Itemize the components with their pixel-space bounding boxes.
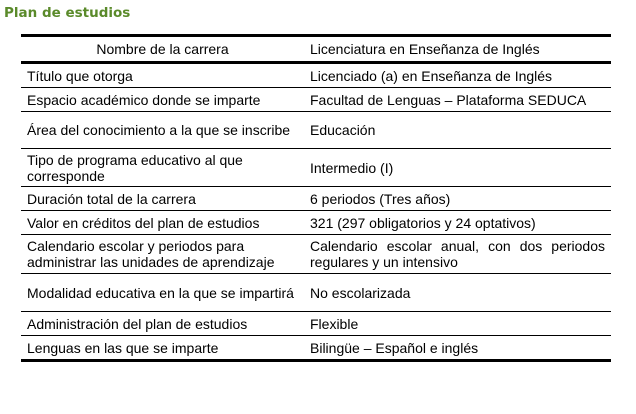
row-label: Modalidad educativa en la que se impartirá <box>27 284 294 301</box>
row-label: Tipo de programa educativo al que corresponde <box>27 151 243 184</box>
row-value: 6 periodos (Tres años) <box>310 190 451 207</box>
row-label: Título que otorga <box>27 67 133 84</box>
row-label: Valor en créditos del plan de estudios <box>27 214 260 231</box>
section-title: Plan de estudios <box>4 5 131 21</box>
row-label: Administración del plan de estudios <box>27 315 248 332</box>
row-label: Lenguas en las que se imparte <box>27 339 219 356</box>
row-value: Intermedio (I) <box>310 159 394 176</box>
table-row <box>21 336 611 361</box>
table-row <box>21 274 611 312</box>
row-value: Facultad de Lenguas – Plataforma SEDUCA <box>310 91 587 108</box>
row-label: Calendario escolar y periodos para administrar las unidades de aprendizaje <box>27 238 275 270</box>
row-label: Área del conocimiento a la que se inscribe <box>27 122 291 138</box>
row-value: Educación <box>310 122 376 138</box>
table-row <box>21 112 611 149</box>
table-row <box>21 211 611 235</box>
row-value: No escolarizada <box>310 284 411 301</box>
table-row <box>21 63 611 88</box>
header-label-cell: Nombre de la carrera <box>96 41 229 57</box>
header-value-cell: Licenciatura en Enseñanza de Inglés <box>310 41 540 57</box>
table-row <box>21 149 611 187</box>
table-row <box>21 187 611 211</box>
row-value: Licenciado (a) en Enseñanza de Inglés <box>310 67 553 84</box>
row-value: Calendario escolar anual, con dos periodos regulares y un intensivo <box>310 238 605 270</box>
table-row <box>21 235 611 274</box>
row-label: Duración total de la carrera <box>27 190 196 207</box>
table-header-row <box>21 36 611 63</box>
row-value: Flexible <box>310 315 359 332</box>
row-label: Espacio académico donde se imparte <box>27 91 261 108</box>
study-plan-table <box>21 34 611 362</box>
table-row <box>21 88 611 112</box>
table-row <box>21 312 611 336</box>
row-value: Bilingüe – Español e inglés <box>310 339 479 356</box>
row-value: 321 (297 obligatorios y 24 optativos) <box>310 214 536 231</box>
